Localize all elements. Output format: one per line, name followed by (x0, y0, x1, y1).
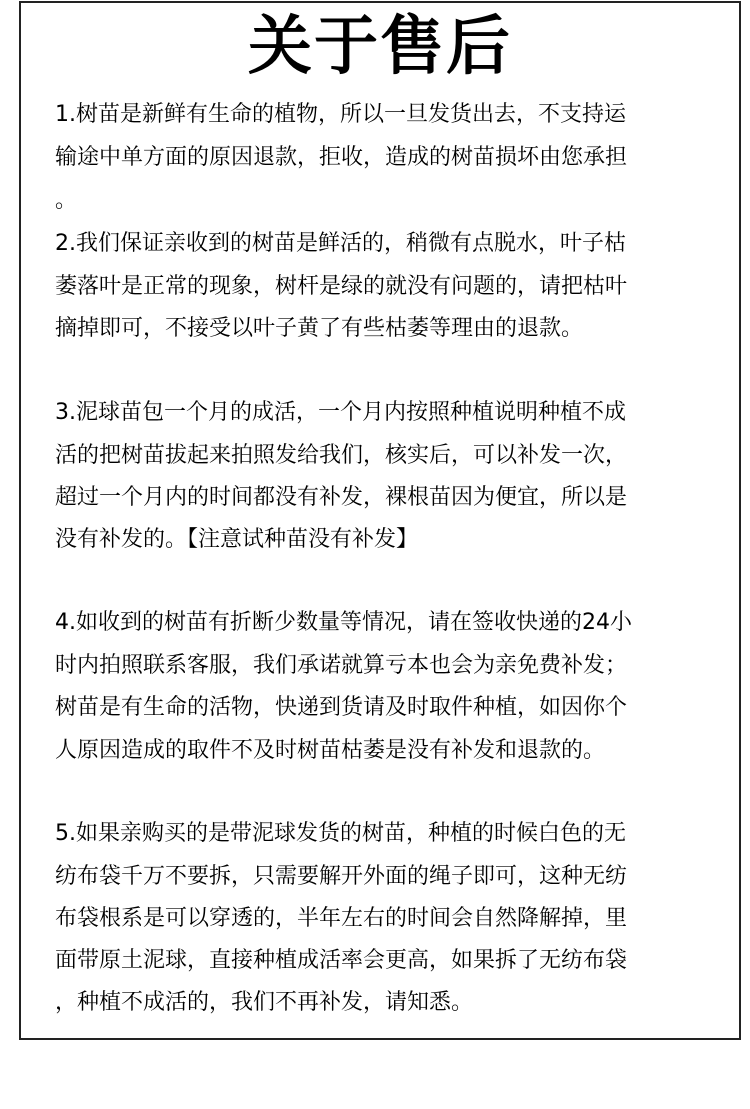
policy-2-line-2: 萎落叶是正常的现象，树杆是绿的就没有问题的，请把枯叶 (55, 274, 628, 299)
policy-3-line-1: 3.泥球苗包一个月的成活，一个月内按照种植说明种植不成 (55, 400, 626, 425)
policy-5-line-3: 布袋根系是可以穿透的，半年左右的时间会自然降解掉，里 (55, 906, 628, 931)
policy-4-line-3: 树苗是有生命的活物，快递到货请及时取件种植，如因你个 (55, 695, 628, 720)
policy-3-line-4: 没有补发的。【注意试种苗没有补发】 (55, 527, 419, 552)
policy-5-line-4: 面带原土泥球，直接种植成活率会更高，如果拆了无纺布袋 (55, 948, 628, 973)
page-title: 关于售后 (248, 10, 512, 84)
policy-1-line-2: 输途中单方面的原因退款，拒收，造成的树苗损坏由您承担 (55, 145, 628, 170)
policy-4-line-4: 人原因造成的取件不及时树苗枯萎是没有补发和退款的。 (55, 738, 606, 763)
policy-3-line-2: 活的把树苗拔起来拍照发给我们，核实后，可以补发一次， (55, 443, 628, 468)
after-sales-panel (19, 1, 741, 1040)
policy-1-line-3: 。 (55, 188, 78, 213)
policy-5-line-1: 5.如果亲购买的是带泥球发货的树苗，种植的时候白色的无 (55, 821, 626, 846)
policy-4-line-2: 时内拍照联系客服，我们承诺就算亏本也会为亲免费补发； (55, 653, 628, 678)
policy-2-line-1: 2.我们保证亲收到的树苗是鲜活的，稍微有点脱水，叶子枯 (55, 231, 626, 256)
policy-3-line-3: 超过一个月内的时间都没有补发，裸根苗因为便宜，所以是 (55, 485, 628, 510)
policy-4-line-1: 4.如收到的树苗有折断少数量等情况，请在签收快递的24小 (55, 610, 632, 635)
policy-5-line-2: 纺布袋千万不要拆，只需要解开外面的绳子即可，这种无纺 (55, 864, 628, 889)
policy-5-line-5: ，种植不成活的，我们不再补发，请知悉。 (55, 990, 474, 1015)
policy-2-line-3: 摘掉即可，不接受以叶子黄了有些枯萎等理由的退款。 (55, 316, 584, 341)
policy-1-line-1: 1.树苗是新鲜有生命的植物，所以一旦发货出去，不支持运 (55, 102, 626, 127)
